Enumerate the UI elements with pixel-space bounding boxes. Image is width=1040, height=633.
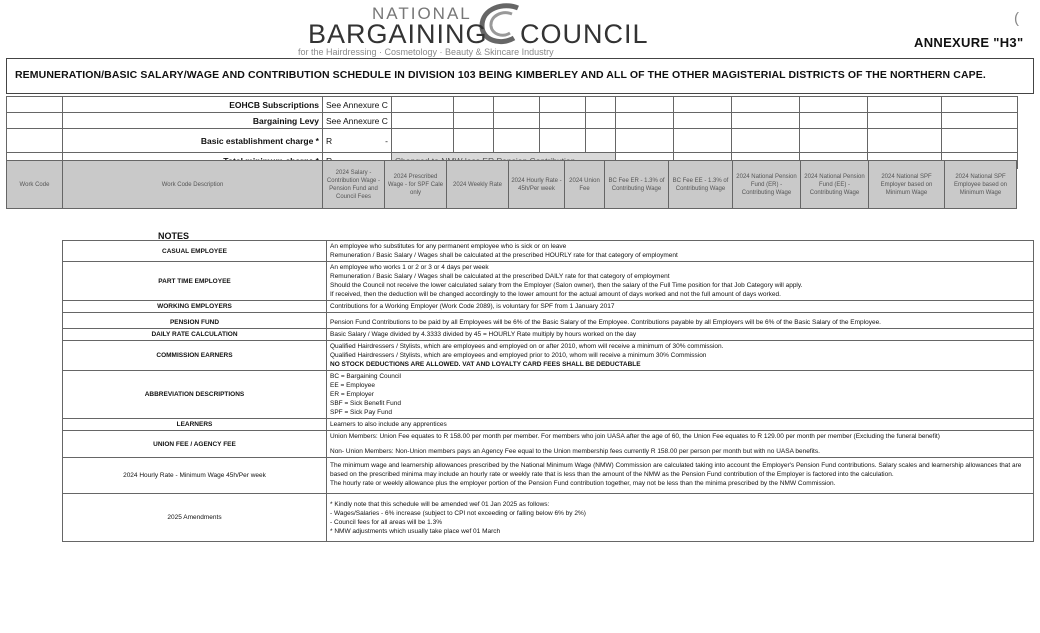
column-header: BC Fee EE - 1.3% of Contributing Wage — [669, 161, 733, 209]
note-value: Contributions for a Working Employer (Work Code 2089), is voluntary for SPF from 1 January 2017 — [327, 301, 1034, 313]
note-row — [63, 371, 1034, 419]
note-value: The minimum wage and learnership allowances prescribed by the National Minimum Wage (NMW) Commission are calculated taking into account the Employer's Pension Fund contributions. Salary scales and learnership allowances that are based on the prescribed minima may include an hourly rate or weekly rate that is less than the amount of the NMW as the Pension Fund contribution of the Employer is factored into the calculation. The hourly rate or weekly allowance plus the employer portion of the Pension Fund contribution together, may not be less than the minima prescribed by the NMW Commission. — [327, 458, 1034, 494]
note-value: * Kindly note that this schedule will be amended wef 01 Jan 2025 as follows: - Wages/Salaries - 6% increase (subject to CPI not exceeding or falling below 6% by 2%) - Council fees for all areas will be 1.3% * NMW adjustments which usually take place wef 01 March — [327, 494, 1034, 542]
note-row — [63, 329, 1034, 341]
column-header: 2024 Salary - Contribution Wage - Pension Fund and Council Fees — [323, 161, 385, 209]
charge-row — [7, 113, 1018, 129]
note-value: Learners to also include any apprentices — [327, 419, 1034, 431]
note-key: LEARNERS — [63, 419, 327, 431]
council-logo — [288, 2, 708, 58]
logo-national-text: NATIONAL — [372, 4, 472, 23]
note-row — [63, 431, 1034, 458]
charge-value: See Annexure C — [323, 113, 392, 129]
note-value: Union Members: Union Fee equates to R 158.00 per month per member. For members who join UASA after the age of 60, the Union Fee equates to R 129.00 per month per member (Excluding the funeral benefit) Non- Union Members: Non-Union members pays an Agency Fee equal to the Union membership fees currently R 158.00 per person per month but with no UASA benefits. — [327, 431, 1034, 458]
note-key: WORKING EMPLOYERS — [63, 301, 327, 313]
handwritten-mark: ( — [1014, 10, 1019, 27]
column-header: Work Code Description — [63, 161, 323, 209]
charge-label: EOHCB Subscriptions — [63, 97, 323, 113]
column-header: 2024 Prescribed Wage - for SPF Cale only — [385, 161, 447, 209]
charge-value: See Annexure C — [323, 97, 392, 113]
note-row — [63, 301, 1034, 313]
note-key: ABBREVIATION DESCRIPTIONS — [63, 371, 327, 419]
notes-heading: NOTES — [158, 231, 190, 241]
note-value: BC = Bargaining Council EE = Employee ER = Employer SBF = Sick Benefit Fund SPF = Sick Pay Fund — [327, 371, 1034, 419]
note-key: CASUAL EMPLOYEE — [63, 241, 327, 262]
note-row — [63, 458, 1034, 494]
column-header-table — [6, 160, 1017, 209]
note-value: Qualified Hairdressers / Stylists, which are employees and employed on or after 2010, whom will receive a minimum of 30% commission. Qualified Hairdressers / Stylists, which are employees and employed prior to 2010, whom will receive a minimum 30% Commission NO STOCK DEDUCTIONS ARE ALLOWED. VAT AND LOYALTY CARD FEES SHALL BE DEDUCTABLE — [327, 341, 1034, 371]
note-value: Pension Fund Contributions to be paid by all Employees will be 6% of the Basic Salary of the Employee. Contributions payable by all Employers will be 6% of the Basic Salary of the Employee. — [327, 313, 1034, 329]
note-key: 2025 Amendments — [63, 494, 327, 542]
charge-row — [7, 97, 1018, 113]
note-key: UNION FEE / AGENCY FEE — [63, 431, 327, 458]
column-header: Work Code — [7, 161, 63, 209]
schedule-title: REMUNERATION/BASIC SALARY/WAGE AND CONTRIBUTION SCHEDULE IN DIVISION 103 BEING KIMBERLEY AND ALL OF THE OTHER MAGISTERIAL DISTRICTS OF THE NORTHERN CAPE. — [15, 69, 986, 81]
note-row — [63, 341, 1034, 371]
note-row — [63, 241, 1034, 262]
logo-tagline: for the Hairdressing · Cosmetology · Beauty & Skincare Industry — [298, 47, 554, 57]
charge-amount: - — [362, 129, 391, 153]
note-key: PART TIME EMPLOYEE — [63, 262, 327, 301]
column-header: 2024 National SPF Employer based on Minimum Wage — [869, 161, 945, 209]
schedule-title-bar — [6, 58, 1034, 94]
note-key: DAILY RATE CALCULATION — [63, 329, 327, 341]
note-row — [63, 313, 1034, 329]
note-value: An employee who works 1 or 2 or 3 or 4 days per week Remuneration / Basic Salary / Wages shall be calculated at the prescribed DAILY rate for that category of employment Should the Council not receive the lower calculated salary from the Employer (Salon owner), then the salary of the Full Time position for that Job Category will apply. If received, then the deduction will be changed accordingly to the lower amount for the actual amount of days worked and not the full amount of days worked. — [327, 262, 1034, 301]
column-header: 2024 National Pension Fund (EE) - Contributing Wage — [801, 161, 869, 209]
note-row — [63, 419, 1034, 431]
note-value: An employee who substitutes for any permanent employee who is sick or on leave Remuneration / Basic Salary / Wages shall be calculated at the prescribed HOURLY rate for that category of employment — [327, 241, 1034, 262]
annexure-label: ANNEXURE "H3" — [914, 35, 1024, 50]
charge-label: Basic establishment charge * — [63, 129, 323, 153]
column-header: BC Fee ER - 1.3% of Contributing Wage — [605, 161, 669, 209]
column-header-row — [7, 161, 1017, 209]
logo-council-text: COUNCIL — [520, 19, 649, 49]
charge-label: Bargaining Levy — [63, 113, 323, 129]
column-header: 2024 Weekly Rate — [447, 161, 509, 209]
note-row — [63, 262, 1034, 301]
notes-table — [62, 240, 1034, 542]
column-header: 2024 Hourly Rate - 45h/Per week — [509, 161, 565, 209]
note-key: COMMISSION EARNERS — [63, 341, 327, 371]
note-key: PENSION FUND — [63, 313, 327, 329]
column-header: 2024 National SPF Employee based on Minimum Wage — [945, 161, 1017, 209]
charges-table — [6, 96, 1018, 169]
charge-row — [7, 129, 1018, 153]
column-header: 2024 National Pension Fund (ER) - Contributing Wage — [733, 161, 801, 209]
charge-currency: R — [323, 129, 363, 153]
note-value: Basic Salary / Wage divided by 4.3333 divided by 45 = HOURLY Rate multiply by hours worked on the day — [327, 329, 1034, 341]
note-row — [63, 494, 1034, 542]
note-key: 2024 Hourly Rate - Minimum Wage 45h/Per week — [63, 458, 327, 494]
column-header: 2024 Union Fee — [565, 161, 605, 209]
logo-bargaining-text: BARGAINING — [308, 19, 488, 49]
